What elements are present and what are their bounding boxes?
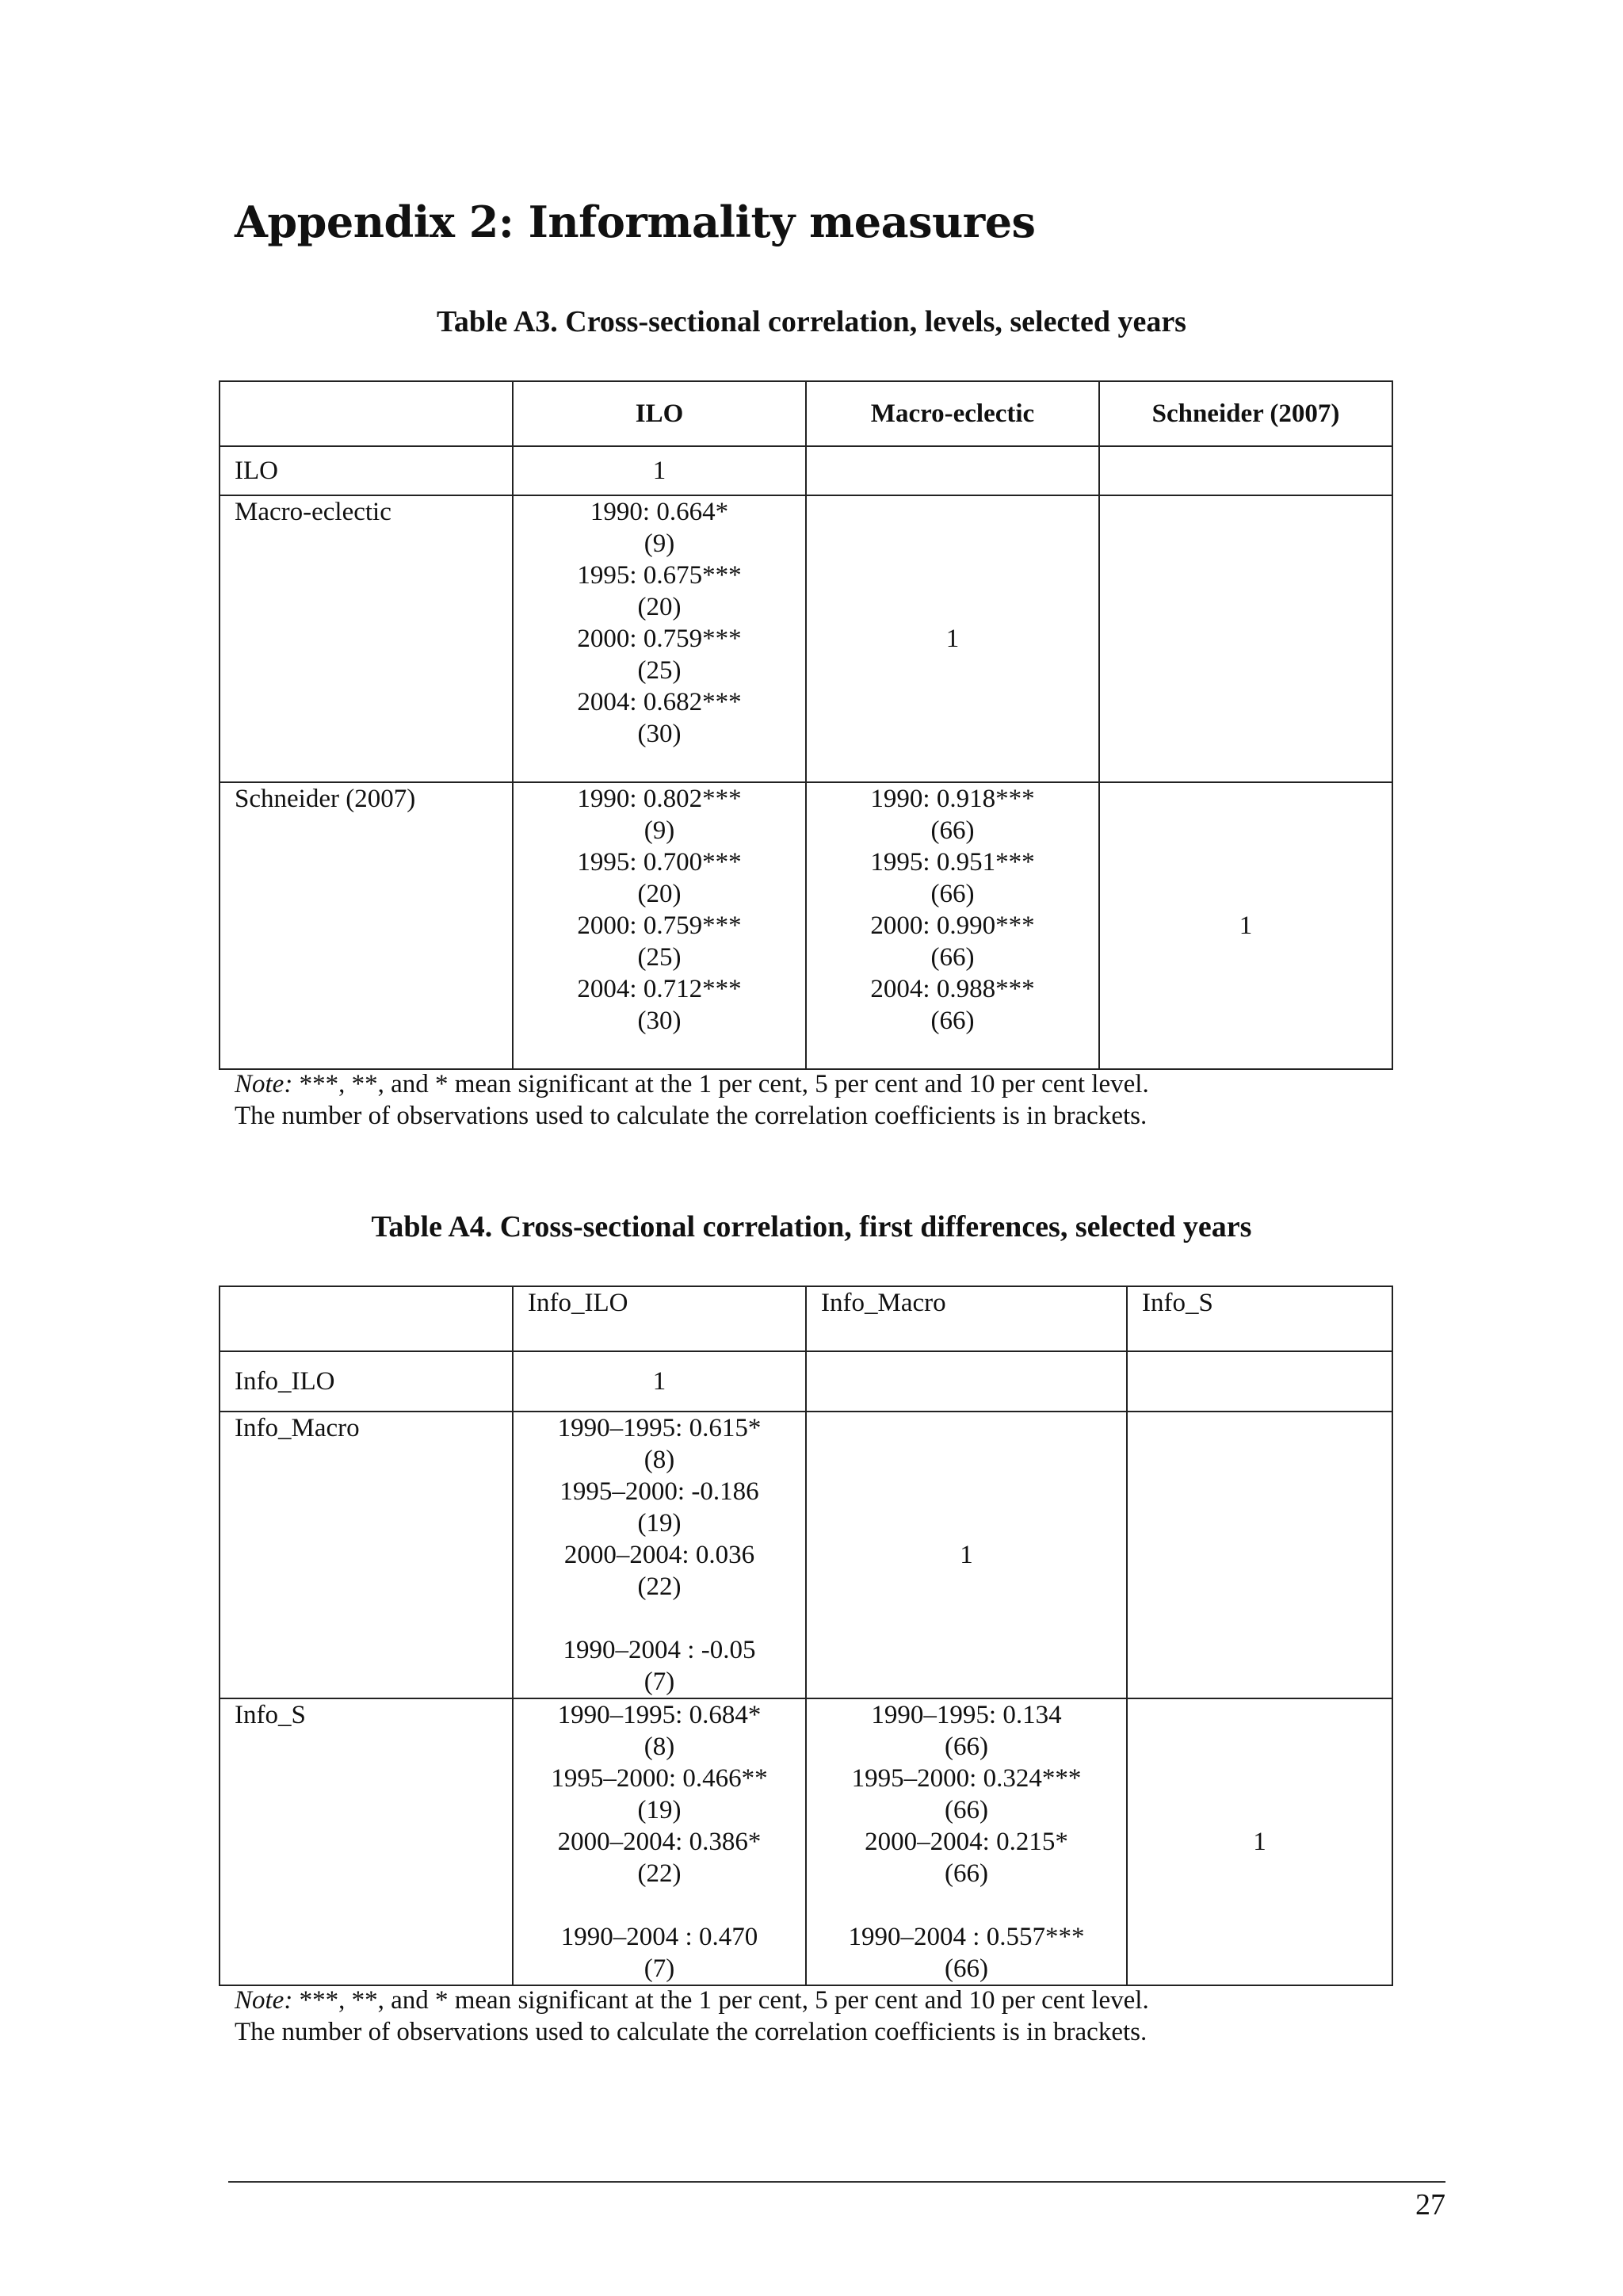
table-a4-caption: Table A4. Cross-sectional correlation, first differences, selected years — [371, 1210, 1252, 1244]
cell-line: (8) — [643, 1733, 675, 1761]
note-label: Note: — [235, 1070, 293, 1098]
cell-line: 1990–2004 : 0.470 — [560, 1923, 758, 1951]
cell-line: (66) — [945, 1859, 988, 1888]
cell-empty — [806, 1351, 1127, 1412]
cell-line: 2000–2004: 0.036 — [563, 1541, 755, 1569]
cell-line: 2000: 0.759*** — [577, 625, 742, 653]
cell-line: 1990: 0.802*** — [577, 785, 742, 813]
cell-line: 1995: 0.951*** — [870, 848, 1035, 877]
cell-stack — [513, 1412, 806, 1698]
cell-line: (19) — [637, 1796, 682, 1824]
cell-line: 1995–2000: 0.466** — [551, 1764, 768, 1793]
table-a4-row-macro — [220, 1412, 1392, 1698]
cell-line: 1990–1995: 0.615* — [557, 1414, 762, 1442]
cell-line: 2000: 0.759*** — [577, 911, 742, 940]
cell-empty — [1127, 1412, 1392, 1698]
table-a4-note — [235, 1985, 1149, 2048]
cell-line: (25) — [637, 656, 682, 685]
cell-line: 1990–1995: 0.684* — [557, 1701, 762, 1729]
cell-empty — [1099, 446, 1392, 495]
cell-stack — [513, 1698, 806, 1985]
note-text-line2: The number of observations used to calculate the correlation coefficients is in brackets. — [235, 1102, 1148, 1130]
row-label: Macro-eclectic — [220, 495, 513, 782]
cell-line: (7) — [643, 1668, 675, 1696]
note-label: Note: — [235, 1986, 293, 2015]
cell-line: 2000: 0.990*** — [870, 911, 1035, 940]
cell-gap — [821, 1889, 1112, 1921]
note-text: ***, **, and * mean significant at the 1 per cent, 5 per cent and 10 per cent level. — [292, 1986, 1149, 2015]
table-a4-header-macro: Info_Macro — [806, 1286, 1127, 1351]
cell-line: (9) — [643, 816, 675, 845]
cell-value: 1 — [513, 446, 806, 495]
cell-line: (22) — [637, 1572, 682, 1601]
table-a4 — [219, 1286, 1393, 1986]
cell-line: (22) — [637, 1859, 682, 1888]
table-a3-header-macro: Macro-eclectic — [806, 381, 1099, 446]
cell-line: 2000–2004: 0.215* — [865, 1828, 1068, 1856]
cell-value: 1 — [1127, 1698, 1392, 1985]
cell-line: (66) — [945, 1954, 988, 1983]
cell-line: (20) — [637, 593, 682, 621]
cell-line: (30) — [637, 1007, 682, 1035]
note-text: ***, **, and * mean significant at the 1 per cent, 5 per cent and 10 per cent level. — [292, 1070, 1149, 1098]
table-a3-header-blank — [220, 381, 513, 446]
row-label: Info_Macro — [220, 1412, 513, 1698]
cell-line: 1995: 0.675*** — [577, 561, 742, 590]
row-label: Schneider (2007) — [220, 782, 513, 1069]
cell-line: (66) — [930, 943, 975, 972]
table-a4-header-ilo: Info_ILO — [513, 1286, 806, 1351]
page-heading: Appendix 2: Informality measures — [235, 197, 1036, 247]
table-a3-row-ilo — [220, 446, 1392, 495]
row-label: Info_S — [220, 1698, 513, 1985]
cell-line: 1990–1995: 0.134 — [871, 1701, 1062, 1729]
cell-line: (66) — [930, 880, 975, 908]
cell-line: 1990–2004 : -0.05 — [563, 1636, 756, 1664]
cell-value: 1 — [513, 1351, 806, 1412]
cell-line: (19) — [637, 1509, 682, 1538]
cell-stack — [806, 782, 1099, 1069]
cell-stack — [513, 495, 806, 782]
cell-value: 1 — [806, 495, 1099, 782]
cell-line: (66) — [945, 1796, 988, 1824]
table-a3-note — [235, 1068, 1149, 1132]
cell-line: 2004: 0.682*** — [577, 688, 742, 716]
cell-stack — [806, 1698, 1127, 1985]
cell-line: 1990: 0.664* — [590, 498, 729, 526]
table-a4-row-ilo — [220, 1351, 1392, 1412]
cell-line: 1995: 0.700*** — [577, 848, 742, 877]
table-a3-caption: Table A3. Cross-sectional correlation, levels, selected years — [437, 305, 1186, 338]
table-a4-row-s — [220, 1698, 1392, 1985]
cell-value: 1 — [806, 1412, 1127, 1698]
cell-line: 2004: 0.988*** — [870, 975, 1035, 1003]
cell-line: 1995–2000: -0.186 — [559, 1477, 759, 1506]
cell-line: (8) — [643, 1446, 675, 1474]
cell-value: 1 — [1099, 782, 1392, 1069]
cell-line: 1995–2000: 0.324*** — [851, 1764, 1082, 1793]
cell-empty — [1099, 495, 1392, 782]
table-a3-row-schneider — [220, 782, 1392, 1069]
cell-line: (66) — [945, 1733, 988, 1761]
cell-gap — [528, 1889, 791, 1921]
cell-line: 1990: 0.918*** — [870, 785, 1035, 813]
note-text-line2: The number of observations used to calculate the correlation coefficients is in brackets. — [235, 2018, 1148, 2046]
cell-line: (66) — [930, 816, 975, 845]
table-a4-header-blank — [220, 1286, 513, 1351]
cell-line: 2004: 0.712*** — [577, 975, 742, 1003]
cell-empty — [1127, 1351, 1392, 1412]
cell-line: (66) — [930, 1007, 975, 1035]
row-label: Info_ILO — [220, 1351, 513, 1412]
cell-line: 1990–2004 : 0.557*** — [848, 1923, 1085, 1951]
cell-line: (9) — [643, 529, 675, 558]
table-a4-header-row — [220, 1286, 1392, 1351]
cell-line: (20) — [637, 880, 682, 908]
cell-empty — [806, 446, 1099, 495]
table-a3-header-row — [220, 381, 1392, 446]
cell-stack — [513, 782, 806, 1069]
page-number: 27 — [1415, 2188, 1445, 2222]
table-a3-header-ilo: ILO — [513, 381, 806, 446]
table-a3-header-schneider: Schneider (2007) — [1099, 381, 1392, 446]
table-a4-header-s: Info_S — [1127, 1286, 1392, 1351]
table-a3 — [219, 380, 1393, 1070]
cell-line: (25) — [637, 943, 682, 972]
cell-line: (30) — [637, 720, 682, 748]
cell-gap — [528, 1603, 791, 1634]
footer-rule — [228, 2181, 1445, 2183]
row-label: ILO — [220, 446, 513, 495]
cell-line: 2000–2004: 0.386* — [557, 1828, 762, 1856]
table-a3-row-macro — [220, 495, 1392, 782]
cell-line: (7) — [643, 1954, 675, 1983]
